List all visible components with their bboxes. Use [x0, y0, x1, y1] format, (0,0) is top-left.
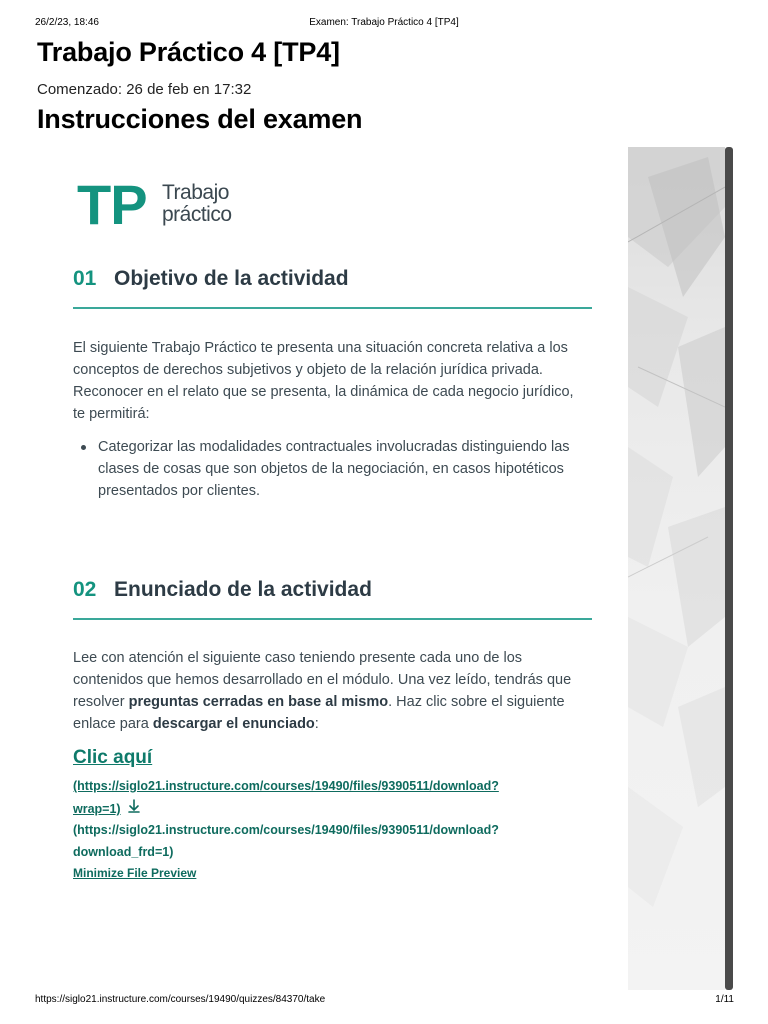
section-number: 02	[73, 578, 97, 601]
instructions-heading: Instrucciones del examen	[37, 104, 363, 134]
tp-logo-word-line2: práctico	[162, 203, 232, 226]
download-url-link[interactable]	[73, 821, 499, 839]
statement-text: . Haz clic sobre el siguiente enlace para	[73, 694, 565, 732]
print-footer	[0, 994, 768, 1008]
url-text: download_frd=1)	[73, 845, 174, 859]
section-objective-header	[73, 267, 592, 309]
url-text: wrap=1)	[73, 802, 121, 816]
print-doc-title: Examen: Trabajo Práctico 4 [TP4]	[309, 17, 459, 28]
statement-text: Lee con atención el siguiente caso teniendo presente cada uno de los contenidos que hemos desarrollado en el módulo. Una vez leído, tendrás que resolver	[73, 650, 572, 710]
objective-bullet-list	[73, 436, 588, 502]
tp-logo-word	[162, 182, 292, 226]
decorative-side-image	[628, 147, 725, 990]
quiz-title: Trabajo Práctico 4 [TP4]	[37, 37, 340, 67]
section-number: 01	[73, 267, 97, 290]
minimize-file-preview-link[interactable]: Minimize File Preview	[73, 866, 197, 880]
instructions-content	[35, 147, 627, 990]
file-preview-url-link[interactable]	[73, 777, 499, 795]
tp-logo-word-line1: Trabajo	[162, 181, 229, 204]
started-timestamp: Comenzado: 26 de feb en 17:32	[37, 81, 252, 98]
tp-logo-mark: TP	[77, 173, 147, 236]
statement-bold-text: descargar el enunciado	[152, 716, 315, 732]
print-page-number: 1/11	[715, 994, 734, 1005]
url-text: (https://siglo21.instructure.com/courses/19490/files/9390511/download?	[73, 779, 499, 793]
clic-aqui-link[interactable]: Clic aquí	[73, 747, 153, 768]
download-url-link-cont[interactable]	[73, 843, 173, 861]
print-datetime: 26/2/23, 18:46	[35, 17, 99, 28]
file-preview-url-link-cont[interactable]	[73, 799, 141, 818]
url-text: (https://siglo21.instructure.com/courses/19490/files/9390511/download?	[73, 823, 499, 837]
print-header	[0, 17, 768, 31]
statement-bold-text: preguntas cerradas en base al mismo	[128, 694, 389, 710]
section-statement-header	[73, 578, 592, 620]
list-item: Categorizar las modalidades contractuales involucradas distinguiendo las clases de cosas que son objetos de la negociación, en casos hipotéticos presentados por clientes.	[73, 436, 588, 502]
section-title: Objetivo de la actividad	[114, 267, 349, 290]
print-url: https://siglo21.instructure.com/courses/19490/quizzes/84370/take	[35, 994, 326, 1005]
objective-paragraph: El siguiente Trabajo Práctico te presenta una situación concreta relativa a los conceptos de derechos subjetivos y objeto de la relación jurídica privada. Reconocer en el relato que se presenta, la dinámica de cada negocio jurídico, te permitirá:	[73, 340, 574, 422]
download-arrow-icon[interactable]	[127, 799, 141, 818]
statement-text: :	[314, 716, 319, 732]
scrollbar[interactable]	[725, 147, 733, 990]
statement-paragraph	[73, 647, 588, 735]
section-title: Enunciado de la actividad	[114, 578, 372, 601]
